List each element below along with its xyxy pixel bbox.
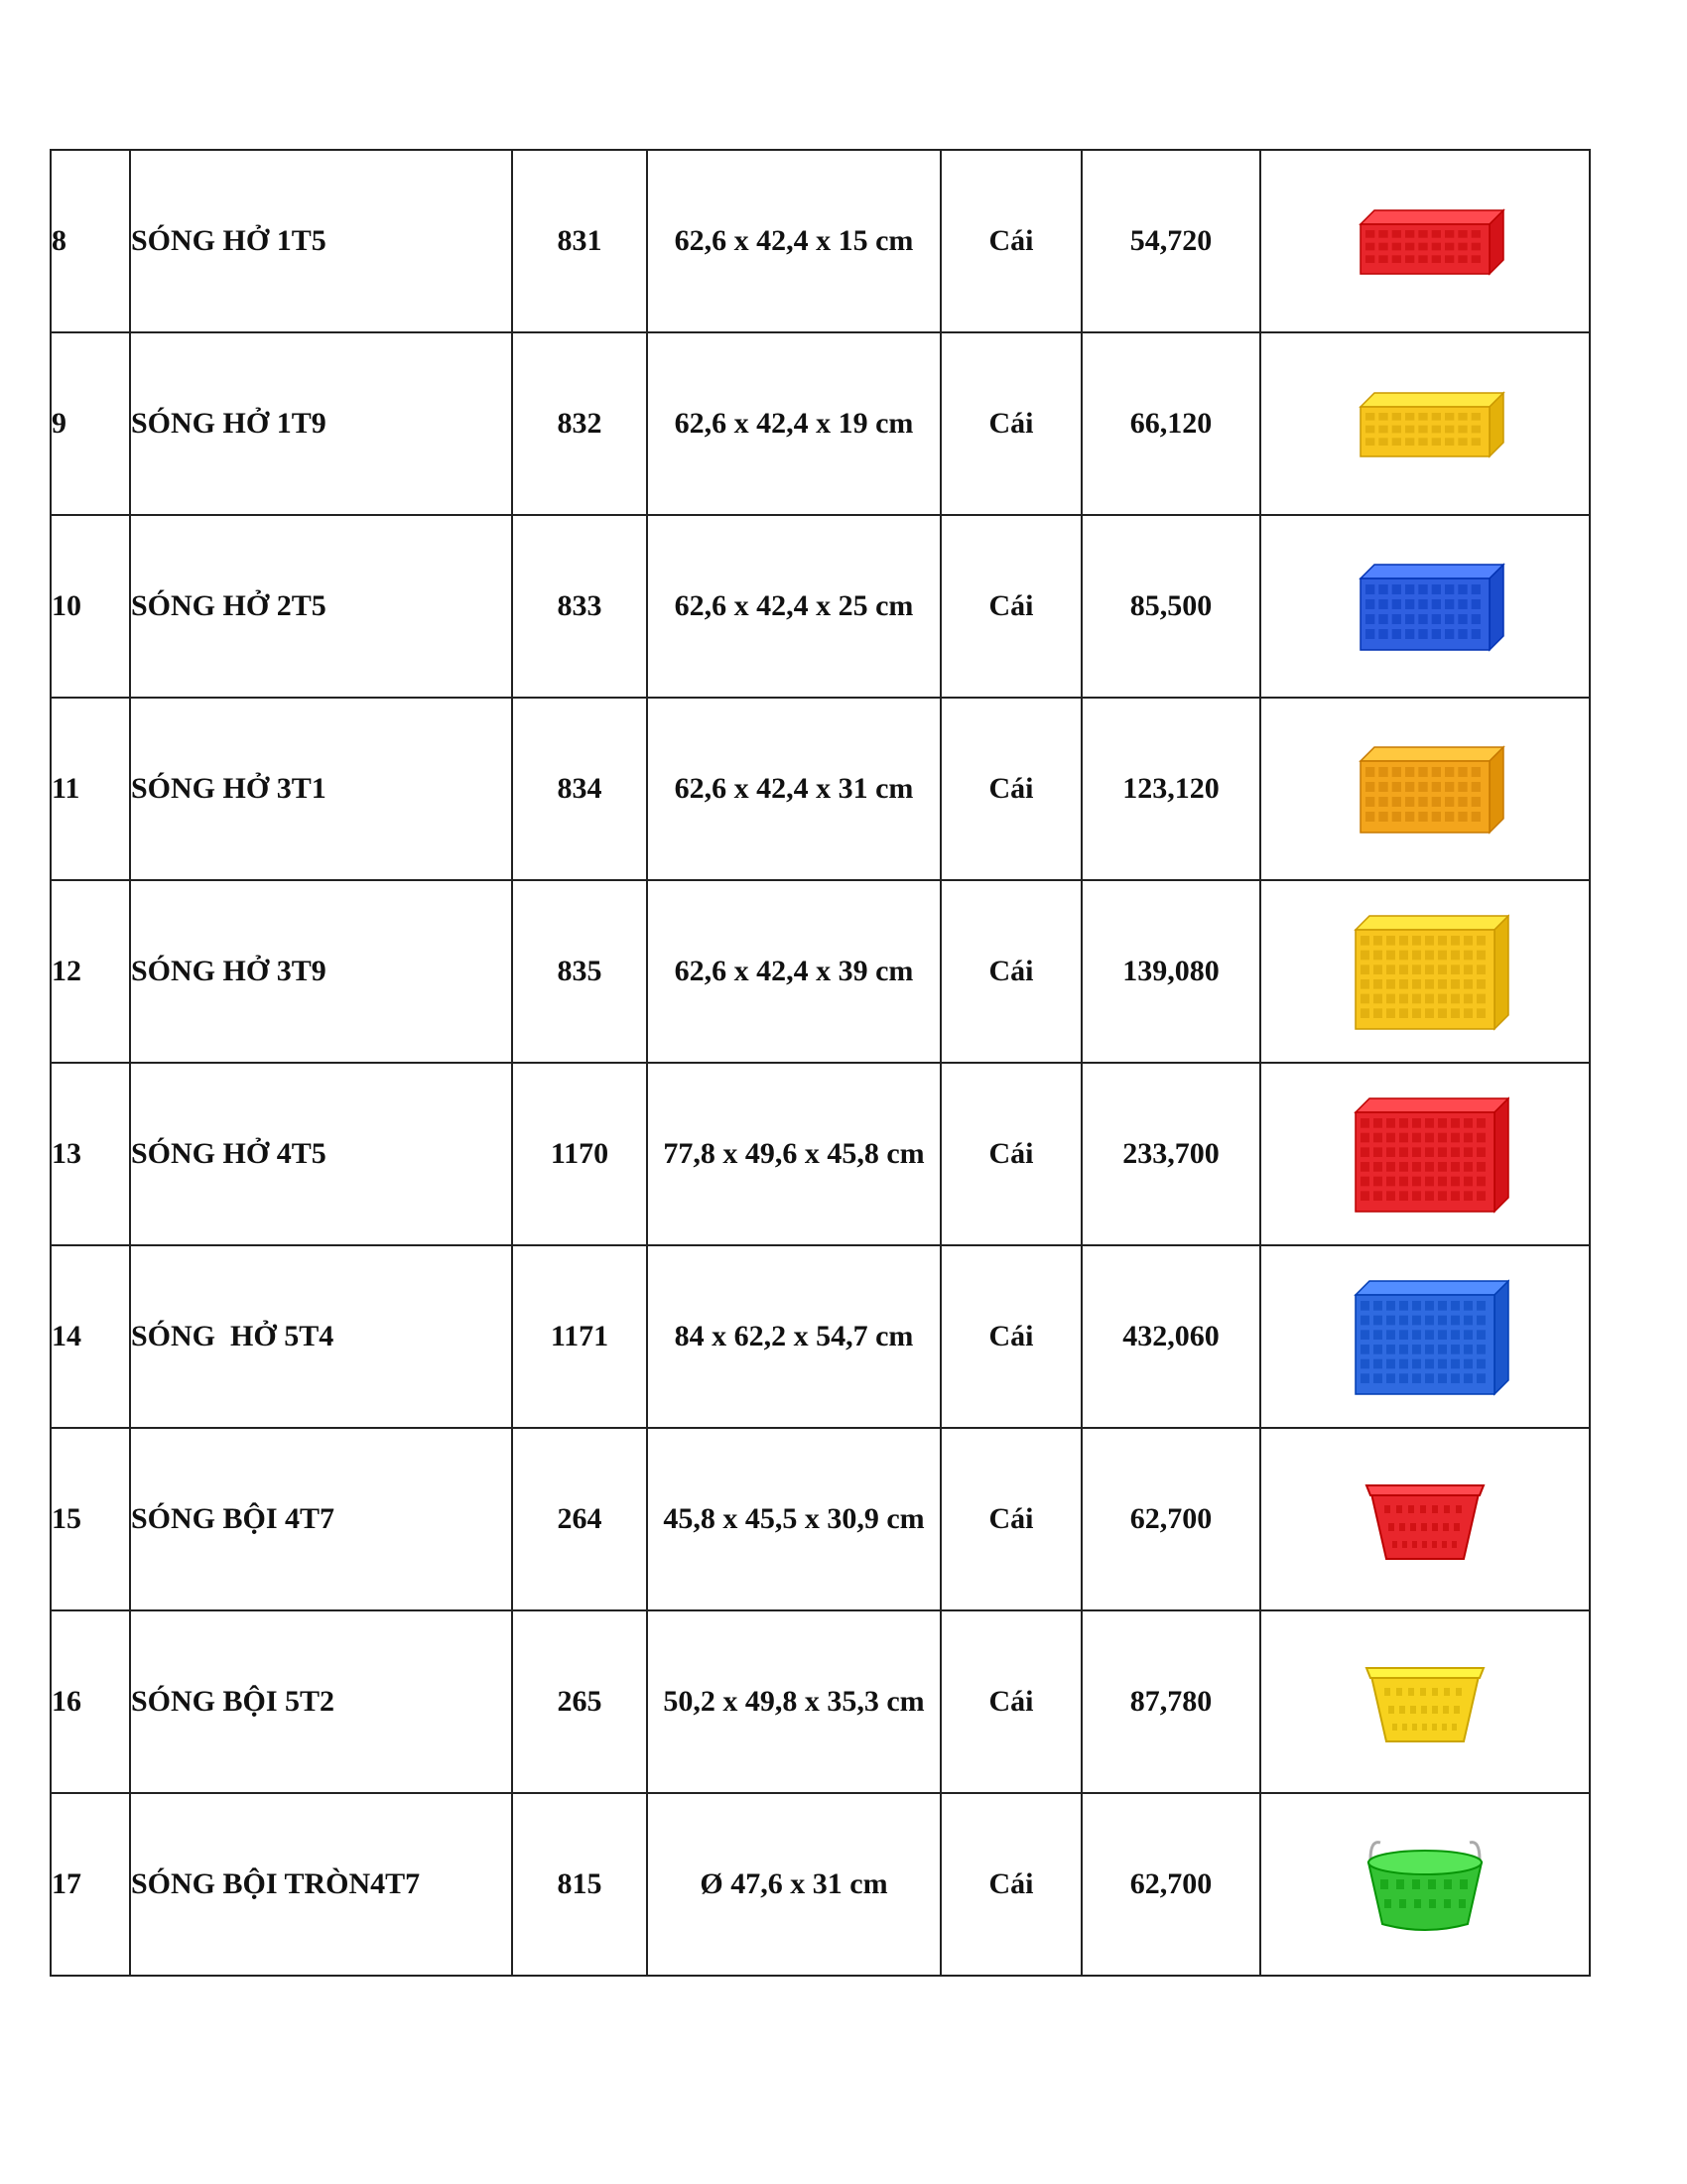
row-number: 15: [51, 1428, 130, 1610]
basket-square-icon: [1261, 1642, 1589, 1761]
product-name: SÓNG BỘI 4T7: [130, 1428, 512, 1610]
table-row: [51, 880, 1590, 1063]
product-price: 66,120: [1082, 332, 1260, 515]
row-number: 8: [51, 150, 130, 332]
product-image-cell: [1260, 150, 1590, 332]
crate-tall-icon: [1261, 1094, 1589, 1214]
product-name: SÓNG HỞ 5T4: [130, 1245, 512, 1428]
table-row: [51, 332, 1590, 515]
product-code: 833: [512, 515, 647, 698]
product-code: 264: [512, 1428, 647, 1610]
table-row: [51, 1610, 1590, 1793]
crate-low-icon: [1261, 182, 1589, 301]
product-code: 832: [512, 332, 647, 515]
crate-low-icon: [1261, 364, 1589, 483]
product-unit: Cái: [941, 515, 1082, 698]
product-code: 831: [512, 150, 647, 332]
table-body: [51, 150, 1590, 1976]
table-row: [51, 698, 1590, 880]
product-price-table: [50, 149, 1591, 1977]
product-unit: Cái: [941, 332, 1082, 515]
product-image-cell: [1260, 1245, 1590, 1428]
product-name: SÓNG HỞ 3T9: [130, 880, 512, 1063]
product-size: 84 x 62,2 x 54,7 cm: [647, 1245, 941, 1428]
product-unit: Cái: [941, 150, 1082, 332]
row-number: 10: [51, 515, 130, 698]
table-row: [51, 1428, 1590, 1610]
product-image-cell: [1260, 698, 1590, 880]
table-row: [51, 1245, 1590, 1428]
product-price: 233,700: [1082, 1063, 1260, 1245]
row-number: 12: [51, 880, 130, 1063]
table-row: [51, 150, 1590, 332]
product-size: 62,6 x 42,4 x 31 cm: [647, 698, 941, 880]
product-name: SÓNG BỘI 5T2: [130, 1610, 512, 1793]
table-row: [51, 515, 1590, 698]
product-name: SÓNG HỞ 4T5: [130, 1063, 512, 1245]
product-unit: Cái: [941, 1610, 1082, 1793]
product-image-cell: [1260, 332, 1590, 515]
product-size: 62,6 x 42,4 x 15 cm: [647, 150, 941, 332]
product-size: 62,6 x 42,4 x 19 cm: [647, 332, 941, 515]
crate-tall-icon: [1261, 1277, 1589, 1396]
product-image-cell: [1260, 1793, 1590, 1976]
product-code: 265: [512, 1610, 647, 1793]
row-number: 13: [51, 1063, 130, 1245]
crate-mid-icon: [1261, 729, 1589, 848]
crate-mid-icon: [1261, 547, 1589, 666]
product-image-cell: [1260, 515, 1590, 698]
product-price: 85,500: [1082, 515, 1260, 698]
product-code: 835: [512, 880, 647, 1063]
product-unit: Cái: [941, 880, 1082, 1063]
crate-tall-icon: [1261, 912, 1589, 1031]
product-code: 1170: [512, 1063, 647, 1245]
product-image-cell: [1260, 880, 1590, 1063]
product-price: 62,700: [1082, 1793, 1260, 1976]
table-row: [51, 1063, 1590, 1245]
row-number: 17: [51, 1793, 130, 1976]
product-image-cell: [1260, 1428, 1590, 1610]
row-number: 9: [51, 332, 130, 515]
product-name: SÓNG HỞ 1T5: [130, 150, 512, 332]
product-code: 815: [512, 1793, 647, 1976]
product-code: 1171: [512, 1245, 647, 1428]
product-name: SÓNG BỘI TRÒN4T7: [130, 1793, 512, 1976]
product-price: 54,720: [1082, 150, 1260, 332]
product-size: 50,2 x 49,8 x 35,3 cm: [647, 1610, 941, 1793]
product-image-cell: [1260, 1610, 1590, 1793]
product-code: 834: [512, 698, 647, 880]
product-name: SÓNG HỞ 2T5: [130, 515, 512, 698]
product-price: 432,060: [1082, 1245, 1260, 1428]
table-row: [51, 1793, 1590, 1976]
product-size: 77,8 x 49,6 x 45,8 cm: [647, 1063, 941, 1245]
row-number: 14: [51, 1245, 130, 1428]
product-size: 45,8 x 45,5 x 30,9 cm: [647, 1428, 941, 1610]
product-name: SÓNG HỞ 1T9: [130, 332, 512, 515]
product-unit: Cái: [941, 1245, 1082, 1428]
row-number: 11: [51, 698, 130, 880]
product-unit: Cái: [941, 698, 1082, 880]
product-price: 139,080: [1082, 880, 1260, 1063]
product-unit: Cái: [941, 1793, 1082, 1976]
product-name: SÓNG HỞ 3T1: [130, 698, 512, 880]
product-price: 123,120: [1082, 698, 1260, 880]
basket-square-icon: [1261, 1460, 1589, 1579]
product-unit: Cái: [941, 1428, 1082, 1610]
basket-round-icon: [1261, 1825, 1589, 1944]
row-number: 16: [51, 1610, 130, 1793]
product-size: Ø 47,6 x 31 cm: [647, 1793, 941, 1976]
product-size: 62,6 x 42,4 x 25 cm: [647, 515, 941, 698]
product-price: 62,700: [1082, 1428, 1260, 1610]
product-size: 62,6 x 42,4 x 39 cm: [647, 880, 941, 1063]
product-image-cell: [1260, 1063, 1590, 1245]
product-price: 87,780: [1082, 1610, 1260, 1793]
product-unit: Cái: [941, 1063, 1082, 1245]
